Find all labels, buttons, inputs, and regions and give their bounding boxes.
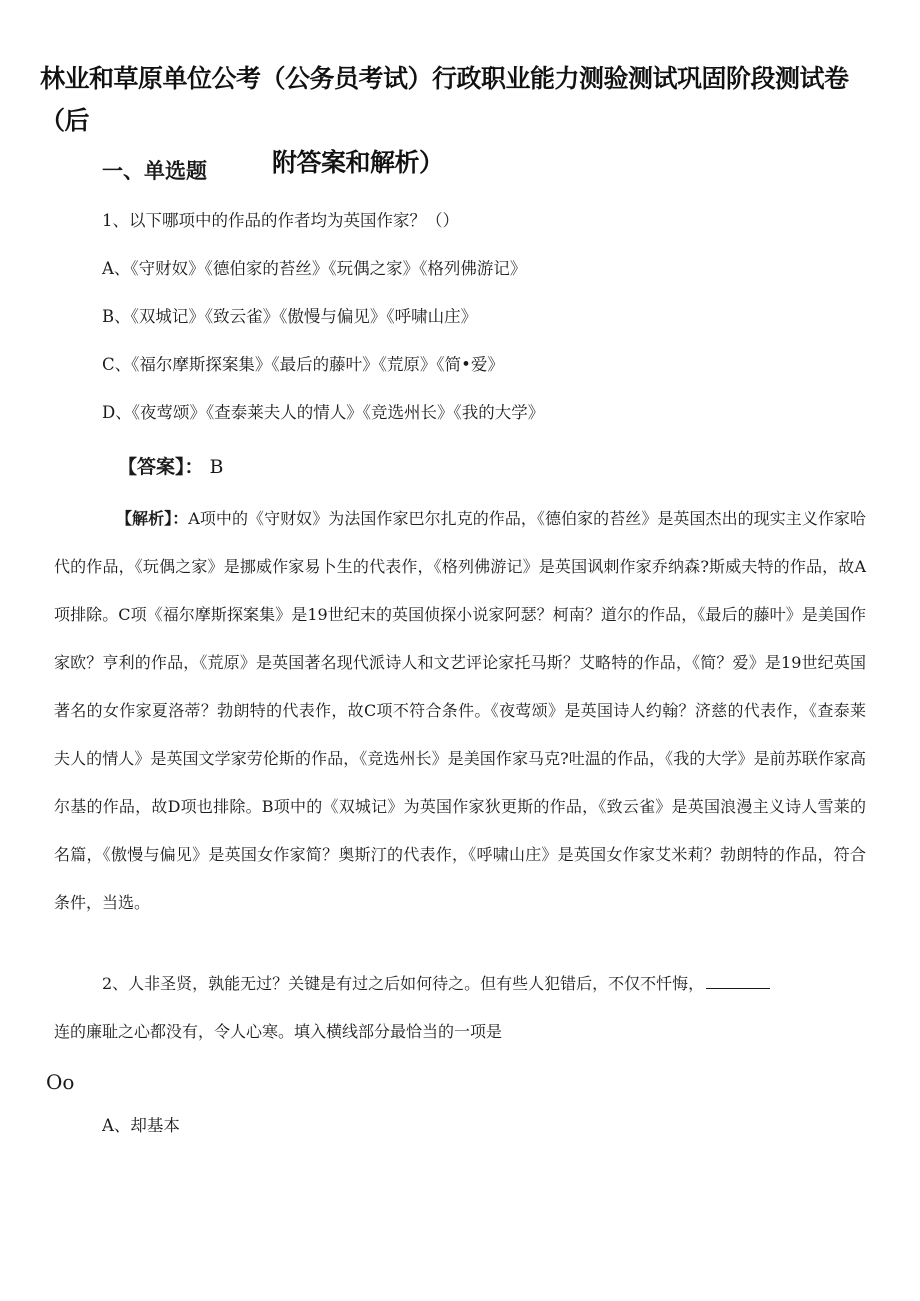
question-2-text-after-blank: 连的廉耻之心都没有，令人心寒。填入横线部分最恰当的一项是 [54, 1022, 503, 1041]
explanation-label: 【解析】： [116, 509, 189, 528]
question-1-stem: 1、以下哪项中的作品的作者均为英国作家？（） [102, 211, 459, 230]
fill-in-blank [706, 972, 770, 989]
question-1-option-a: A、《守财奴》《德伯家的苔丝》《玩偶之家》《格列佛游记》 [102, 259, 527, 278]
explanation-text: A项中的《守财奴》为法国作家巴尔扎克的作品，《德伯家的苔丝》是英国杰出的现实主义作家哈代的作品，《玩偶之家》是挪威作家易卜生的代表作，《格列佛游记》是英国讽刺作家乔纳森?斯威夫特的作品，故A项排除。C项《福尔摩斯探案集》是19世纪末的英国侦探小说家阿瑟？柯南？道尔的作品，《最后的藤叶》是美国作家欧？亨利的作品，《荒原》是英国著名现代派诗人和文艺评论家托马斯？艾略特的作品，《简？爱》是19世纪英国著名的女作家夏洛蒂？勃朗特的代表作，故C项不符合条件。《夜莺颂》是英国诗人约翰？济慈的代表作，《查泰莱夫人的情人》是英国文学家劳伦斯的作品，《竞选州长》是美国作家马克?吐温的作品，《我的大学》是前苏联作家高尔基的作品，故D项也排除。B项中的《双城记》为英国作家狄更斯的作品，《致云雀》是英国浪漫主义诗人雪莱的名篇，《傲慢与偏见》是英国女作家简？奥斯汀的代表作，《呼啸山庄》是英国女作家艾米莉？勃朗特的作品，符合条件，当选。 [54, 509, 866, 912]
question-2-option-a: A、却基本 [102, 1116, 180, 1135]
answer-label: 【答案】： [118, 456, 204, 478]
question-1-answer [118, 452, 223, 482]
document-title-line-2: 附答案和解析） [272, 148, 444, 177]
question-2-text-before-blank: 2、人非圣贤，孰能无过？关键是有过之后如何待之。但有些人犯错后，不仅不忏悔， [102, 974, 705, 993]
question-1-option-b: B、《双城记》《致云雀》《傲慢与偏见》《呼啸山庄》 [102, 307, 478, 326]
document-title-line-1: 林业和草原单位公考（公务员考试）行政职业能力测验测试巩固阶段测试卷（后 [40, 64, 849, 135]
question-2-trailing-text: Oo [46, 1070, 75, 1094]
question-1-option-c: C、《福尔摩斯探案集》《最后的藤叶》《荒原》《简•爱》 [102, 355, 504, 374]
section-heading: 一、单选题 [102, 159, 207, 183]
question-1-option-d: D、《夜莺颂》《查泰莱夫人的情人》《竞选州长》《我的大学》 [102, 403, 545, 422]
question-1-explanation [54, 495, 866, 927]
answer-value: B [209, 456, 224, 478]
question-2-stem [54, 960, 774, 1056]
